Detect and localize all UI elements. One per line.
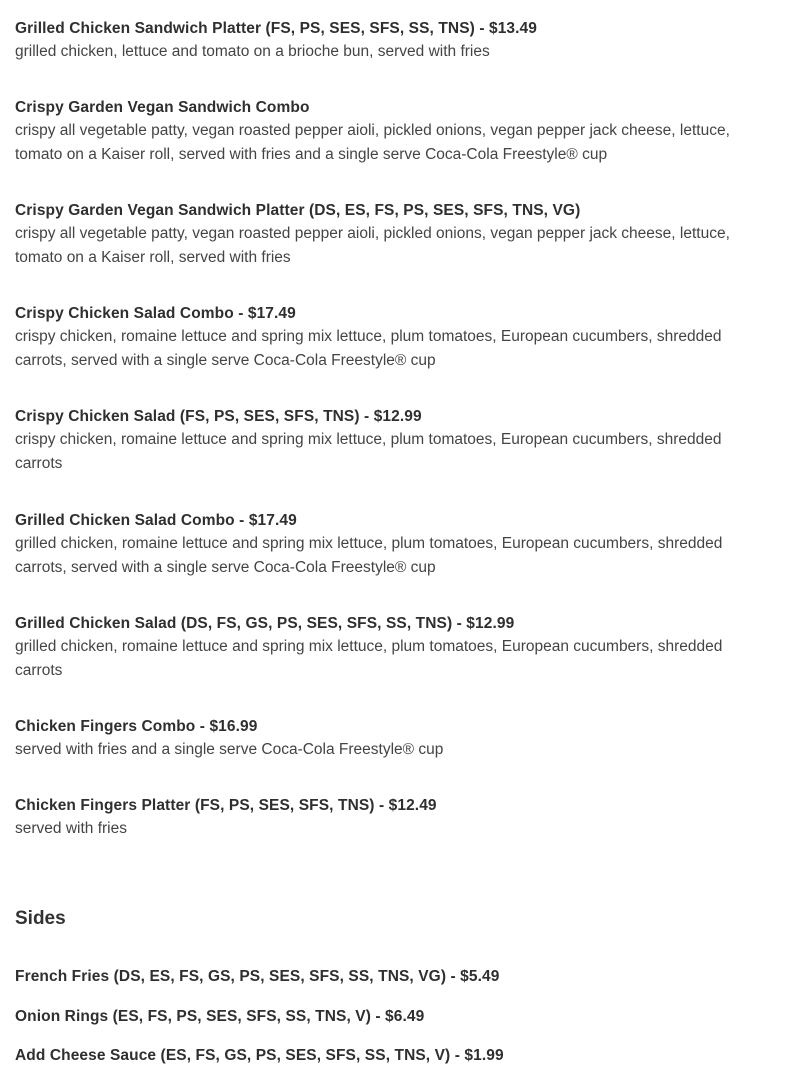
menu-item-crispy-garden-vegan-sandwich-platter bbox=[15, 200, 770, 270]
item-description: crispy all vegetable patty, vegan roasted pepper aioli, pickled onions, vegan pepper jack cheese, lettuce, tomato on a Kaiser roll, served with fries and a single serve Coca-Cola Freestyle® cup bbox=[15, 122, 730, 163]
item-title: Grilled Chicken Sandwich Platter (FS, PS, SES, SFS, SS, TNS) - $13.49 bbox=[15, 20, 537, 37]
item-title: Grilled Chicken Salad Combo - $17.49 bbox=[15, 512, 297, 529]
menu-item-chicken-fingers-combo bbox=[15, 716, 770, 762]
menu-item-grilled-chicken-sandwich-platter bbox=[15, 18, 770, 64]
item-description: served with fries bbox=[15, 820, 127, 837]
item-title: French Fries (DS, ES, FS, GS, PS, SES, SFS, SS, TNS, VG) - $5.49 bbox=[15, 968, 500, 985]
item-title: Crispy Chicken Salad (FS, PS, SES, SFS, TNS) - $12.99 bbox=[15, 408, 422, 425]
menu-item-chicken-fingers-platter bbox=[15, 795, 770, 841]
item-title: Add Cheese Sauce (ES, FS, GS, PS, SES, SFS, SS, TNS, V) - $1.99 bbox=[15, 1047, 504, 1064]
menu-item-grilled-chicken-salad-combo bbox=[15, 510, 770, 580]
item-description: crispy all vegetable patty, vegan roasted pepper aioli, pickled onions, vegan pepper jack cheese, lettuce, tomato on a Kaiser roll, served with fries bbox=[15, 225, 730, 266]
item-title: Onion Rings (ES, FS, PS, SES, SFS, SS, TNS, V) - $6.49 bbox=[15, 1008, 425, 1025]
menu-item-crispy-chicken-salad bbox=[15, 406, 770, 476]
item-title: Crispy Chicken Salad Combo - $17.49 bbox=[15, 305, 296, 322]
item-description: grilled chicken, romaine lettuce and spring mix lettuce, plum tomatoes, European cucumbers, shredded carrots, served with a single serve Coca-Cola Freestyle® cup bbox=[15, 535, 723, 576]
side-item-french-fries bbox=[15, 966, 770, 988]
section-heading-sides: Sides bbox=[15, 908, 66, 929]
item-description: crispy chicken, romaine lettuce and spring mix lettuce, plum tomatoes, European cucumbers, shredded carrots, served with a single serve Coca-Cola Freestyle® cup bbox=[15, 328, 722, 369]
item-title: Crispy Garden Vegan Sandwich Platter (DS, ES, FS, PS, SES, SFS, TNS, VG) bbox=[15, 202, 581, 219]
item-description: grilled chicken, romaine lettuce and spring mix lettuce, plum tomatoes, European cucumbers, shredded carrots bbox=[15, 638, 723, 679]
side-item-add-cheese-sauce bbox=[15, 1045, 770, 1067]
item-title: Crispy Garden Vegan Sandwich Combo bbox=[15, 99, 310, 116]
item-title: Grilled Chicken Salad (DS, FS, GS, PS, SES, SFS, SS, TNS) - $12.99 bbox=[15, 615, 515, 632]
menu-item-grilled-chicken-salad bbox=[15, 613, 770, 683]
side-item-onion-rings bbox=[15, 1006, 770, 1028]
item-title: Chicken Fingers Platter (FS, PS, SES, SFS, TNS) - $12.49 bbox=[15, 797, 437, 814]
item-title: Chicken Fingers Combo - $16.99 bbox=[15, 718, 258, 735]
item-description: crispy chicken, romaine lettuce and spring mix lettuce, plum tomatoes, European cucumbers, shredded carrots bbox=[15, 431, 722, 472]
item-description: served with fries and a single serve Coca-Cola Freestyle® cup bbox=[15, 741, 444, 758]
menu-item-crispy-garden-vegan-sandwich-combo bbox=[15, 97, 770, 167]
item-description: grilled chicken, lettuce and tomato on a brioche bun, served with fries bbox=[15, 43, 490, 60]
menu-item-crispy-chicken-salad-combo bbox=[15, 303, 770, 373]
